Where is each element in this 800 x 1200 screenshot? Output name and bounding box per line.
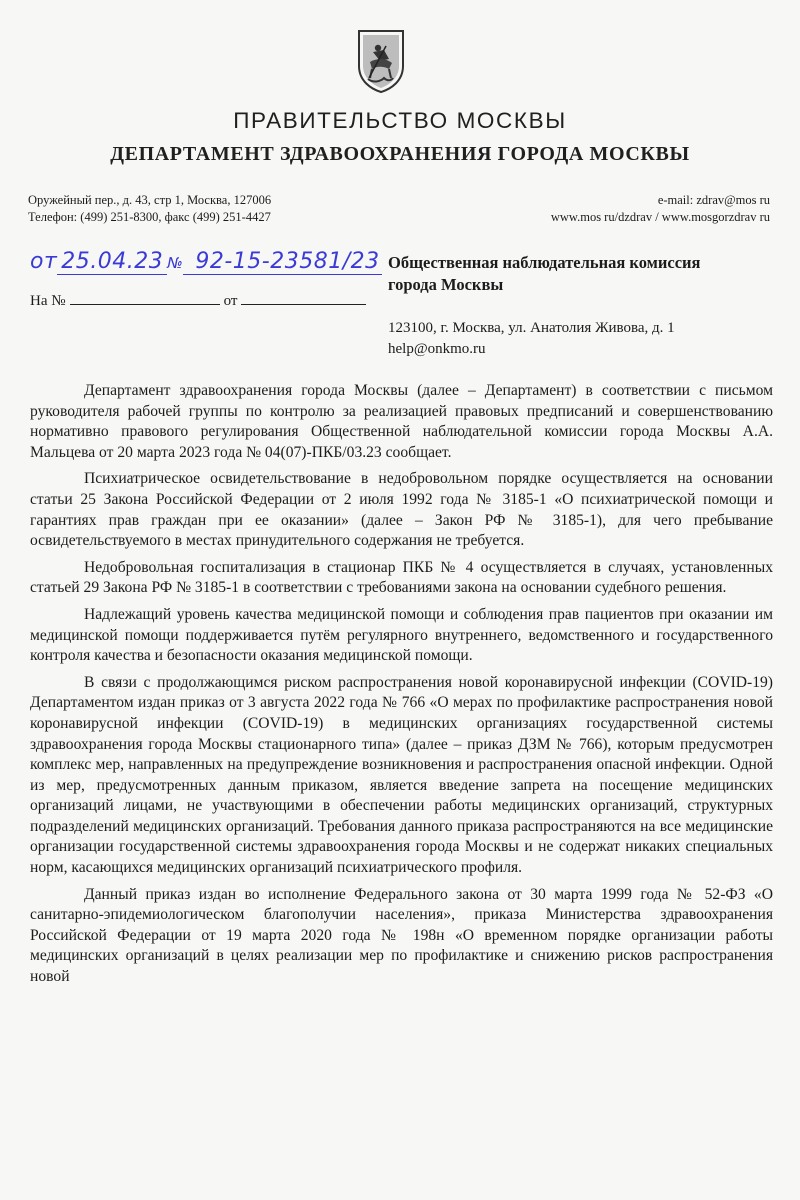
outgoing-date: 25.04.23 — [57, 249, 167, 275]
body-paragraph: Надлежащий уровень качества медицинской помощи и соблюдения прав пациентов при оказании им медицинской помощи поддерживается путём регулярного внутреннего, ведомственного и государственного контроля качества и безопасности оказания медицинской помощи. — [30, 605, 773, 665]
sender-address: Оружейный пер., д. 43, стр 1, Москва, 127006 — [28, 193, 272, 207]
reference-number-label: На № — [30, 293, 66, 309]
addressee-name-line1: Общественная наблюдательная комиссия — [388, 253, 701, 272]
sender-contacts — [28, 192, 271, 226]
sender-websites: www.mos ru/dzdrav / www.mosgorzdrav ru — [550, 210, 770, 224]
incoming-reference — [30, 290, 366, 310]
addressee-email: help@onkmo.ru — [388, 341, 486, 357]
addressee-street: 123100, г. Москва, ул. Анатолия Живова, д. 1 — [388, 320, 675, 336]
letter-body — [30, 381, 773, 988]
sender-phone: Телефон: (499) 251-8300, факс (499) 251-4427 — [28, 210, 271, 224]
addressee-name-line2: города Москвы — [388, 275, 504, 294]
body-paragraph: Департамент здравоохранения города Москвы (далее – Департамент) в соответствии с письмом руководителя рабочей группы по контролю за реализацией правовых предписаний и совершенствованию нормативно правового регулирования Общественной наблюдательной комиссии города Москвы А.А. Мальцева от 20 марта 2023 года № 04(07)-ПКБ/03.23 сообщает. — [30, 382, 773, 461]
body-paragraph: Данный приказ издан во исполнение Федерального закона от 30 марта 1999 года № 52-ФЗ «О санитарно-эпидемиологическом благополучии населения», приказа Министерства здравоохранения Российской Федерации от 19 марта 2020 года № 198н «О временном порядке организации работы медицинских организаций в целях реализации мер по профилактике и снижению рисков распространения новой — [30, 885, 773, 986]
reference-date-blank — [241, 290, 366, 305]
outgoing-from-label: от — [30, 249, 58, 274]
body-paragraph: Психиатрическое освидетельствование в недобровольном порядке осуществляется на основании статьи 25 Закона Российской Федерации от 2 июля 1992 года № 3185-1 «О психиатрической помощи и гарантиях прав граждан при ее оказании» (далее – Закон РФ № 3185-1), для чего пребывание освидетельствуемого в местах принудительного содержания не требуется. — [30, 470, 773, 550]
addressee-address — [388, 318, 675, 360]
department-title: ДЕПАРТАМЕНТ ЗДРАВООХРАНЕНИЯ ГОРОДА МОСКВЫ — [110, 143, 690, 165]
reference-number-blank — [70, 290, 220, 305]
reference-date-label: от — [223, 293, 238, 309]
outgoing-registration-number: 92-15-23581/23 — [183, 249, 381, 275]
outgoing-number-label: № — [167, 254, 184, 272]
moscow-coat-of-arms-icon — [356, 28, 406, 94]
body-paragraph: В связи с продолжающимся риском распространения новой коронавирусной инфекции (COVID-19) Департаментом издан приказ от 3 августа 2022 года № 766 «О мерах по профилактике распространения новой коронавирусной инфекции (COVID-19) в медицинских организациях государственной системы здравоохранения города Москвы стационарного типа» (далее – приказ ДЗМ № 766), которым предусмотрен комплекс мер, направленных на предупреждение возникновения и распространения опасной инфекции. Одной из мер, предусмотренных данным приказом, является введение запрета на посещение медицинских организаций лицами, не участвующими в обеспечении работы медицинских организаций, структурных подразделений медицинских организаций. Требования данного приказа распространяются на все медицинские организации государственной системы здравоохранения города Москвы и не содержат никаких специальных норм, касающихся медицинских организаций психиатрического профиля. — [30, 673, 773, 877]
addressee — [388, 252, 700, 296]
body-paragraph: Недобровольная госпитализация в стационар ПКБ № 4 осуществляется в случаях, установленных статьей 29 Закона РФ № 3185-1 в соответствии с требованиями закона на основании судебного решения. — [30, 558, 773, 597]
government-title: ПРАВИТЕЛЬСТВО МОСКВЫ — [233, 108, 567, 133]
sender-web-contacts — [551, 192, 770, 226]
outgoing-number — [30, 249, 382, 275]
sender-email: e-mail: zdrav@mos ru — [657, 193, 770, 207]
